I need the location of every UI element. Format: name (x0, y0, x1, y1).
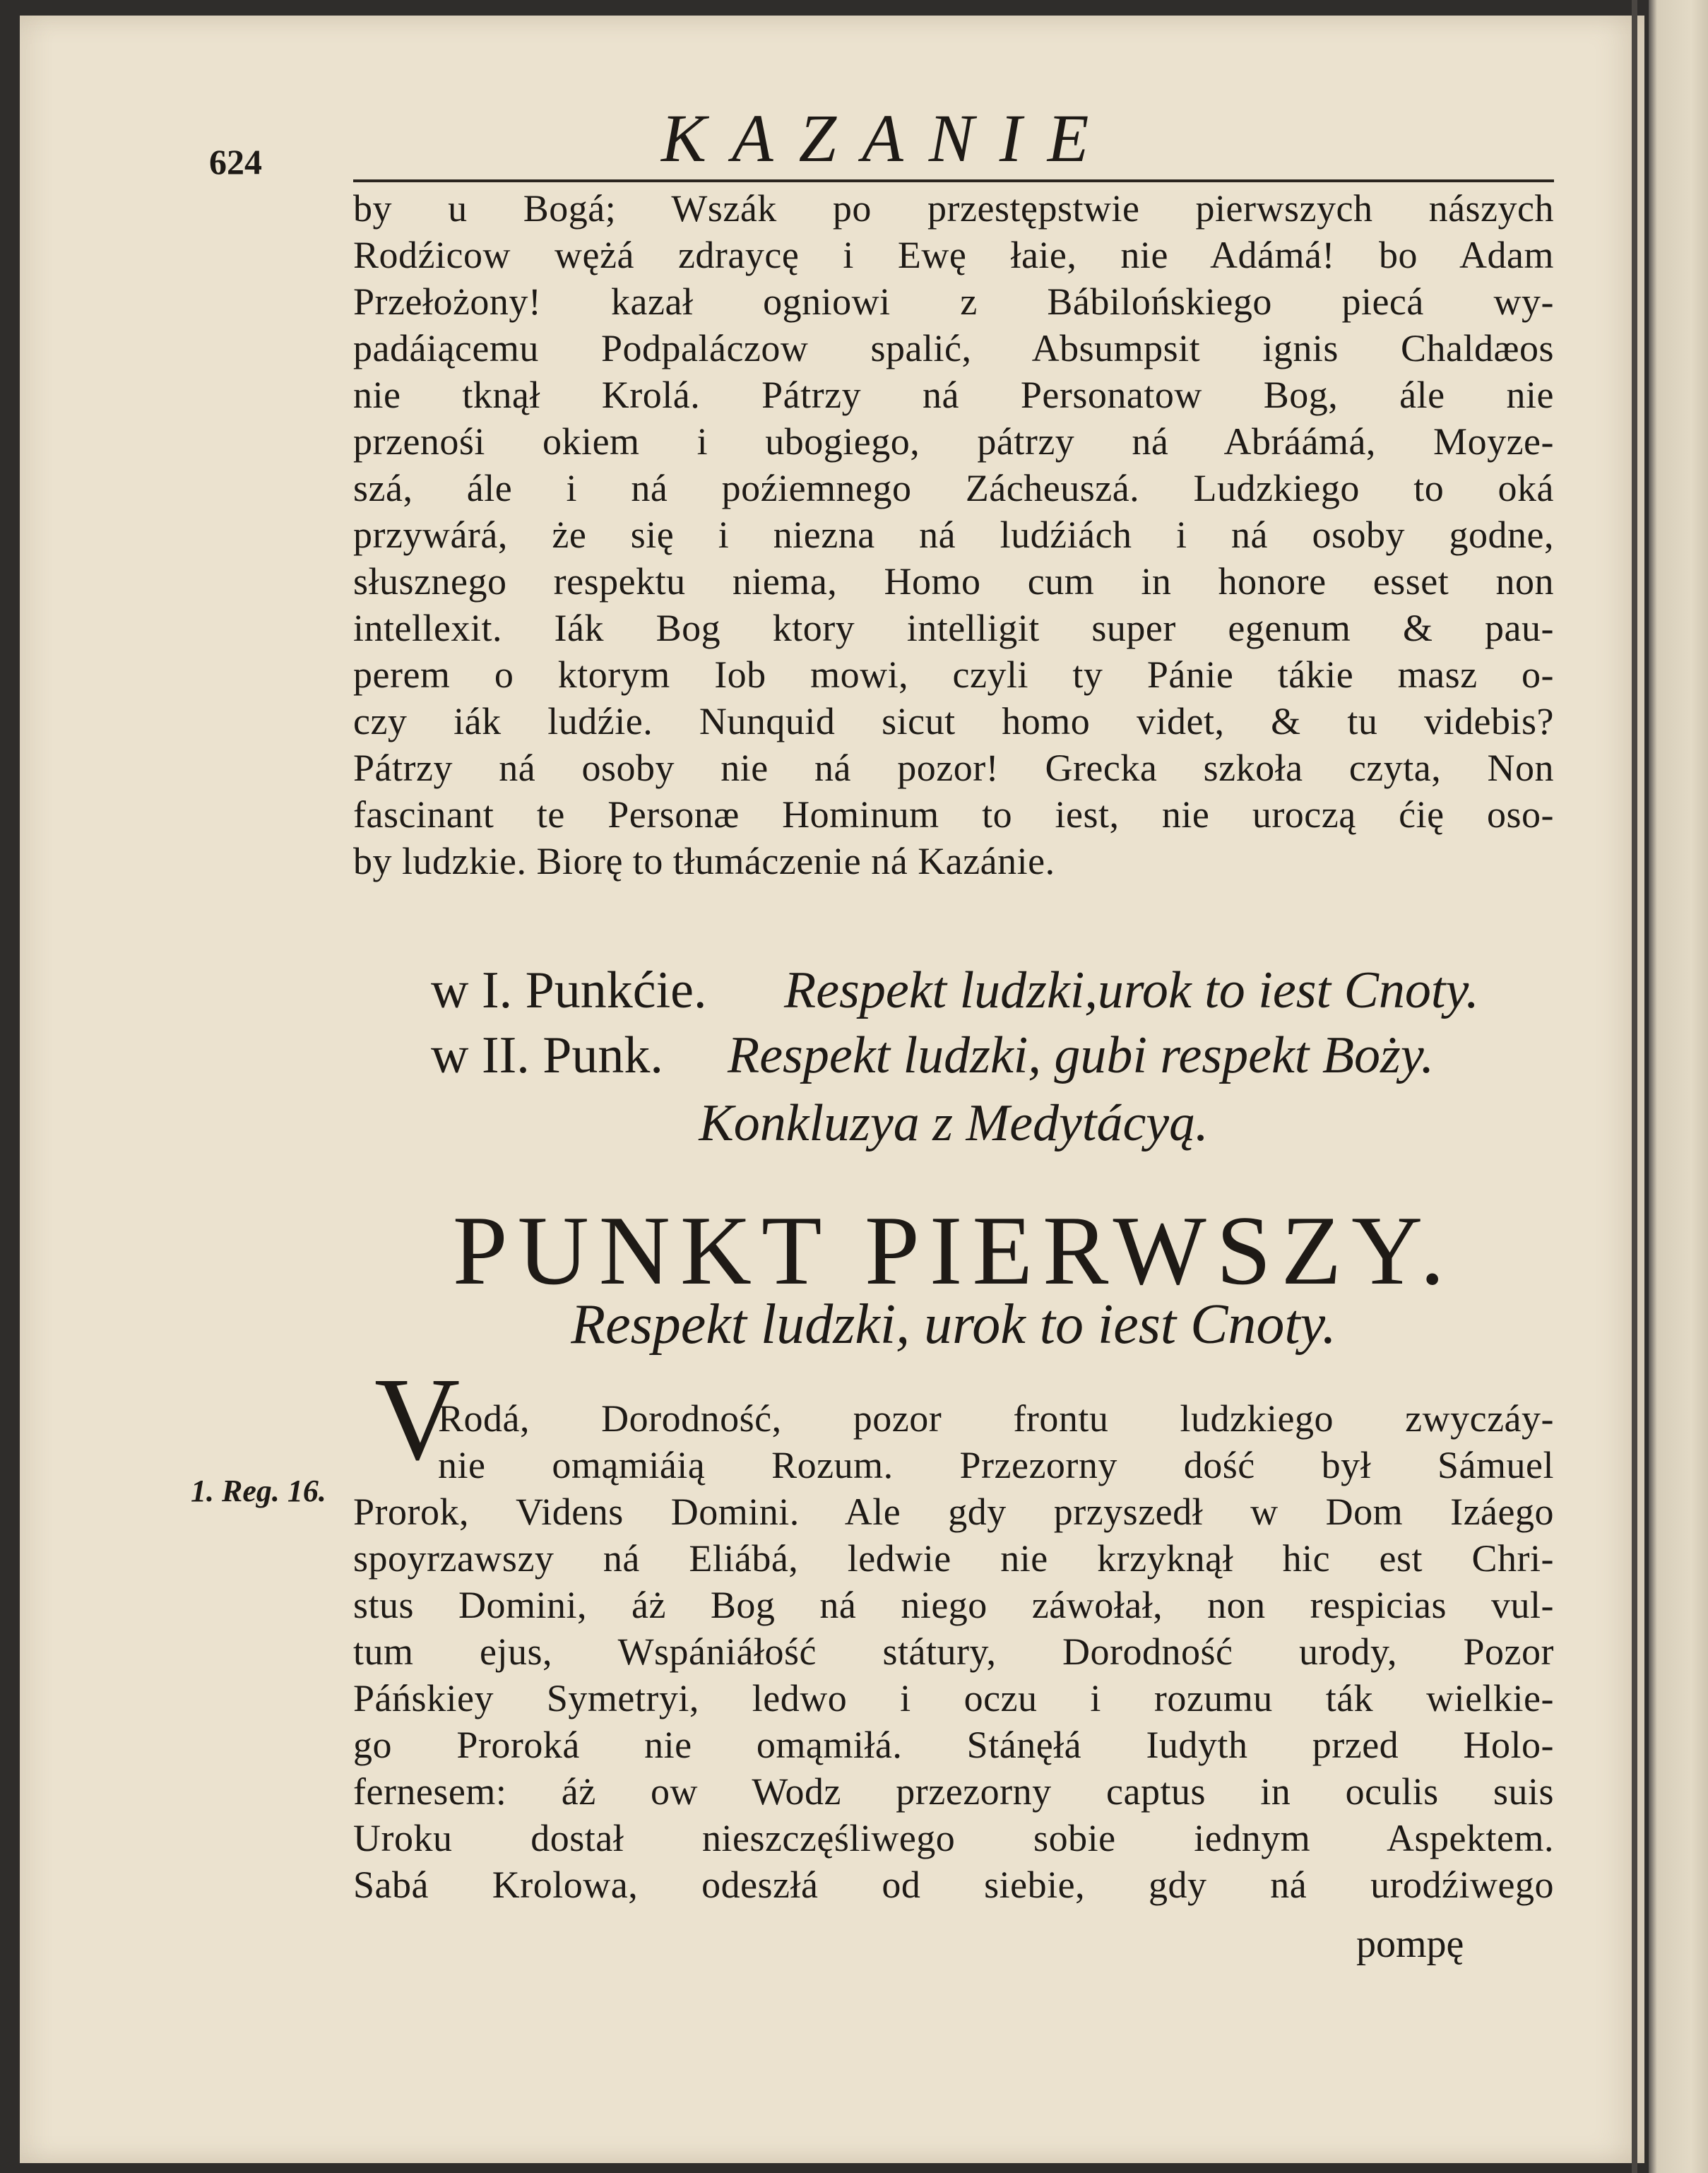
running-head: KAZANIE (661, 100, 1115, 176)
header-rule (353, 179, 1554, 182)
text-line: nie omąmiáią Rozum. Przezorny dość był Sámuel (438, 1444, 1554, 1486)
body-text (353, 185, 1554, 884)
section-body-text (353, 1395, 1554, 1908)
outline-point-1 (353, 961, 1554, 1026)
text-line: by u Bogá; Wszák po przestępstwie pierwszych nászych (353, 187, 1554, 230)
text-line: spoyrzawszy ná Eliábá, ledwie nie krzyknął hic est Chri- (353, 1537, 1554, 1580)
text-line: perem o ktorym Iob mowi, czyli ty Pánie tákie masz o- (353, 653, 1554, 696)
text-line: przenośi okiem i ubogiego, pátrzy ná Abráámá, Moyze- (353, 420, 1554, 463)
page-number: 624 (209, 142, 262, 182)
text-line: czy iák ludźie. Nunquid sicut homo videt, & tu videbis? (353, 700, 1554, 742)
text-line: Rodźicow wężá zdraycę i Ewę łaie, nie Adámá! bo Adam (353, 234, 1554, 276)
text-line: Páńskiey Symetryi, ledwo i oczu i rozumu ták wielkie- (353, 1677, 1554, 1719)
point-label: w II. Punk. (431, 1026, 663, 1084)
sermon-outline (353, 961, 1554, 1156)
text-line: padáiącemu Podpaláczow spalić, Absumpsit ignis Chaldæos (353, 327, 1554, 369)
facing-page-edge (1649, 0, 1708, 2173)
text-line: szá, ále i ná poźiemnego Zácheuszá. Ludzkiego to oká (353, 467, 1554, 509)
text-line: go Proroká nie omąmiłá. Stánęłá Iudyth przed Holo- (353, 1724, 1554, 1766)
text-line: Sabá Krolowa, odeszłá od siebie, gdy ná urodźiwego (353, 1864, 1554, 1906)
section-title: PUNKT PIERWSZY. (452, 1196, 1455, 1305)
page-header (209, 99, 1551, 182)
text-line: fascinant te Personæ Hominum to iest, nie uroczą ćię oso- (353, 793, 1554, 836)
outline-point-2 (353, 1026, 1554, 1091)
section-subtitle: Respekt ludzki, urok to iest Cnoty. (571, 1293, 1336, 1356)
catchword: pompę (1356, 1922, 1464, 1966)
point-text: Respekt ludzki, gubi respekt Boży. (728, 1026, 1435, 1084)
text-line: Pátrzy ná osoby nie ná pozor! Grecka szkoła czyta, Non (353, 747, 1554, 789)
text-line: Prorok, Videns Domini. Ale gdy przyszedł w Dom Izáego (353, 1491, 1554, 1533)
outline-conclusion: Konkluzya z Medytácyą. (699, 1094, 1209, 1152)
point-label: w I. Punkćie. (431, 961, 707, 1019)
text-line: by ludzkie. Biorę to tłumáczenie ná Kazánie. (353, 840, 1055, 882)
drop-cap: V (374, 1354, 461, 1485)
text-line: intellexit. Iák Bog ktory intelligit super egenum & pau- (353, 607, 1554, 649)
text-line: fernesem: áż ow Wodz przezorny captus in oculis suis (353, 1770, 1554, 1813)
text-line: nie tknął Krolá. Pátrzy ná Personatow Bog, ále nie (353, 374, 1554, 416)
text-line: przywárá, że się i niezna ná ludźiách i ná osoby godne, (353, 514, 1554, 556)
page-edge (1632, 0, 1637, 2173)
point-text: Respekt ludzki,urok to iest Cnoty. (784, 961, 1479, 1019)
text-line: stus Domini, áż Bog ná niego záwołał, non respicias vul- (353, 1584, 1554, 1626)
text-line: słusznego respektu niema, Homo cum in honore esset non (353, 560, 1554, 603)
margin-note: 1. Reg. 16. (191, 1474, 326, 1508)
text-line: Przełożony! kazał ogniowi z Bábilońskiego piecá wy- (353, 280, 1554, 323)
text-line: Rodá, Dorodność, pozor frontu ludzkiego zwyczáy- (438, 1397, 1554, 1440)
text-line: Uroku dostał nieszczęśliwego sobie iednym Aspektem. (353, 1817, 1554, 1859)
text-line: tum ejus, Wspániáłość státury, Dorodność urody, Pozor (353, 1630, 1554, 1673)
